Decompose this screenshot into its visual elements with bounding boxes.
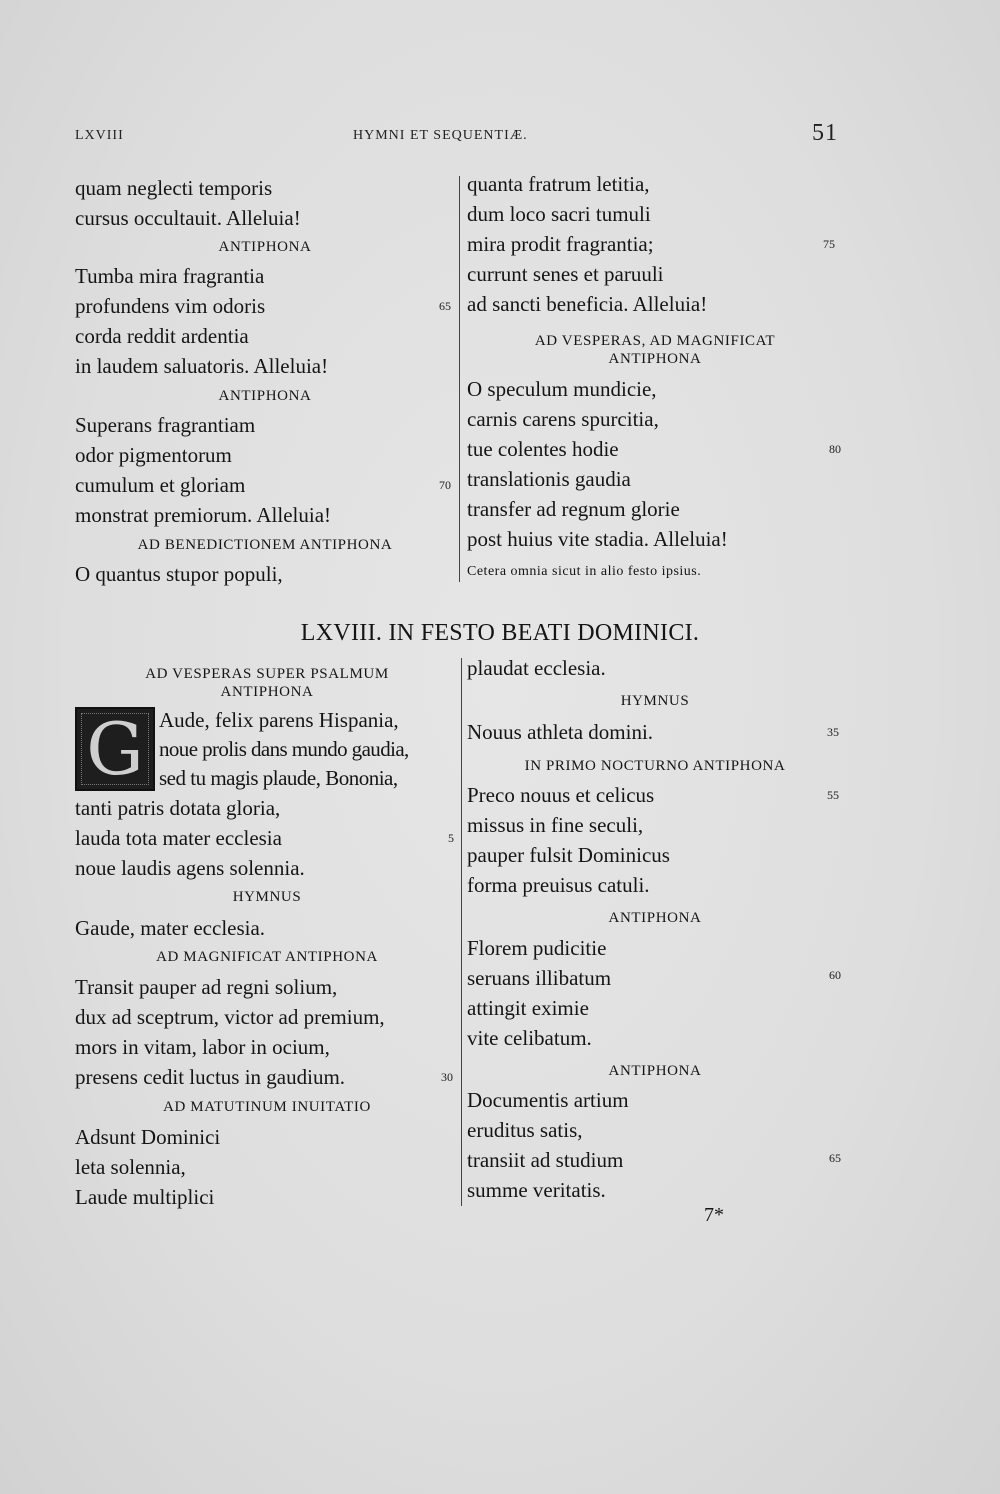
verse-line: post huius vite stadia. Alleluia!: [467, 527, 728, 551]
verse-line: mors in vitam, labor in ocium,: [75, 1035, 330, 1059]
line-number: 35: [827, 725, 839, 739]
rubric-heading: AD MATUTINUM INUITATIO: [163, 1099, 371, 1115]
signature-mark: 7*: [704, 1204, 724, 1226]
verse-line: presens cedit luctus in gaudium.: [75, 1065, 346, 1089]
rubric-heading: ANTIPHONA: [608, 1063, 702, 1079]
verse-line: sed tu magis plaude, Bononia,: [159, 766, 398, 790]
page-number: 51: [812, 120, 838, 146]
verse-line: Documentis artium: [467, 1088, 629, 1112]
verse-line: forma preuisus catuli.: [467, 873, 650, 897]
verse-line: in laudem saluatoris. Alleluia!: [75, 354, 329, 378]
verse-line: Florem pudicitie: [467, 936, 607, 960]
rubric-heading: HYMNUS: [232, 889, 302, 905]
ornament-border: [81, 707, 149, 791]
rubric-note: Cetera omnia sicut in alio festo ipsius.: [467, 564, 702, 579]
line-number: 70: [439, 478, 451, 492]
verse-line: Gaude, mater ecclesia.: [75, 916, 266, 940]
rubric-heading: ANTIPHONA: [218, 388, 312, 404]
rubric-heading: ANTIPHONA: [220, 684, 314, 700]
verse-line: Superans fragrantiam: [75, 413, 256, 437]
line-number: 5: [448, 831, 454, 845]
verse-line: O speculum mundicie,: [467, 377, 657, 401]
verse-line: noue prolis dans mundo gaudia,: [159, 737, 409, 761]
rubric-heading: ANTIPHONA: [218, 239, 312, 255]
verse-line: quanta fratrum letitia,: [467, 172, 650, 196]
verse-line: carnis carens spurcitia,: [467, 407, 659, 431]
rubric-heading: ANTIPHONA: [608, 351, 702, 367]
rubric-heading: IN PRIMO NOCTURNO ANTIPHONA: [524, 758, 786, 774]
verse-line: Transit pauper ad regni solium,: [75, 975, 338, 999]
line-number: 30: [441, 1070, 453, 1084]
verse-line: transiit ad studium: [467, 1148, 624, 1172]
line-number: 60: [829, 968, 841, 982]
verse-line: cumulum et gloriam: [75, 473, 246, 497]
verse-line: eruditus satis,: [467, 1118, 583, 1142]
drop-cap-letter: G: [86, 707, 144, 791]
verse-line: monstrat premiorum. Alleluia!: [75, 503, 332, 527]
verse-line: summe veritatis.: [467, 1178, 606, 1202]
line-number: 65: [829, 1151, 841, 1165]
verse-line: noue laudis agens solennia.: [75, 856, 305, 880]
verse-line: Aude, felix parens Hispania,: [159, 708, 399, 732]
verse-line: mira prodit fragrantia;: [467, 232, 654, 256]
rubric-heading: AD VESPERAS SUPER PSALMUM: [145, 666, 389, 682]
verse-line: O quantus stupor populi,: [75, 562, 283, 586]
verse-line: Adsunt Dominici: [75, 1125, 221, 1149]
rubric-heading: AD VESPERAS, AD MAGNIFICAT: [534, 333, 776, 349]
verse-line: tue colentes hodie: [467, 437, 619, 461]
rubric-heading: AD BENEDICTIONEM ANTIPHONA: [137, 537, 393, 553]
verse-line: tanti patris dotata gloria,: [75, 796, 281, 820]
verse-line: Preco nouus et celicus: [467, 783, 655, 807]
verse-line: Nouus athleta domini.: [467, 720, 654, 744]
column-rule-bottom: [461, 658, 462, 1206]
verse-line: transfer ad regnum glorie: [467, 497, 680, 521]
verse-line: translationis gaudia: [467, 467, 631, 491]
verse-line: currunt senes et paruuli: [467, 262, 664, 286]
verse-line: Laude multiplici: [75, 1185, 215, 1209]
line-number: 65: [439, 299, 451, 313]
column-rule-top: [459, 176, 460, 582]
drop-cap-initial: [75, 707, 155, 791]
verse-line: attingit eximie: [467, 996, 589, 1020]
verse-line: missus in fine seculi,: [467, 813, 644, 837]
verse-line: profundens vim odoris: [75, 294, 266, 318]
rubric-heading: AD MAGNIFICAT ANTIPHONA: [156, 949, 378, 965]
verse-line: leta solennia,: [75, 1155, 186, 1179]
verse-line: quam neglecti temporis: [75, 176, 273, 200]
verse-line: vite celibatum.: [467, 1026, 592, 1050]
section-title: LXVIII. IN FESTO BEATI DOMINICI.: [300, 620, 700, 646]
verse-line: odor pigmentorum: [75, 443, 232, 467]
verse-line: dux ad sceptrum, victor ad premium,: [75, 1005, 385, 1029]
verse-line: lauda tota mater ecclesia: [75, 826, 282, 850]
line-number: 55: [827, 788, 839, 802]
verse-line: corda reddit ardentia: [75, 324, 249, 348]
rubric-heading: ANTIPHONA: [608, 910, 702, 926]
rubric-heading: HYMNUS: [620, 693, 690, 709]
verse-line: cursus occultauit. Alleluia!: [75, 206, 301, 230]
verse-line: ad sancti beneficia. Alleluia!: [467, 292, 708, 316]
verse-line: seruans illibatum: [467, 966, 612, 990]
line-number: 80: [829, 442, 841, 456]
verse-line: pauper fulsit Dominicus: [467, 843, 670, 867]
line-number: 75: [823, 237, 835, 251]
running-header-title: HYMNI ET SEQUENTIÆ.: [353, 128, 528, 143]
verse-line: Tumba mira fragrantia: [75, 264, 265, 288]
verse-line: plaudat ecclesia.: [467, 656, 606, 680]
verse-line: dum loco sacri tumuli: [467, 202, 651, 226]
running-header-left: LXVIII: [75, 128, 124, 143]
